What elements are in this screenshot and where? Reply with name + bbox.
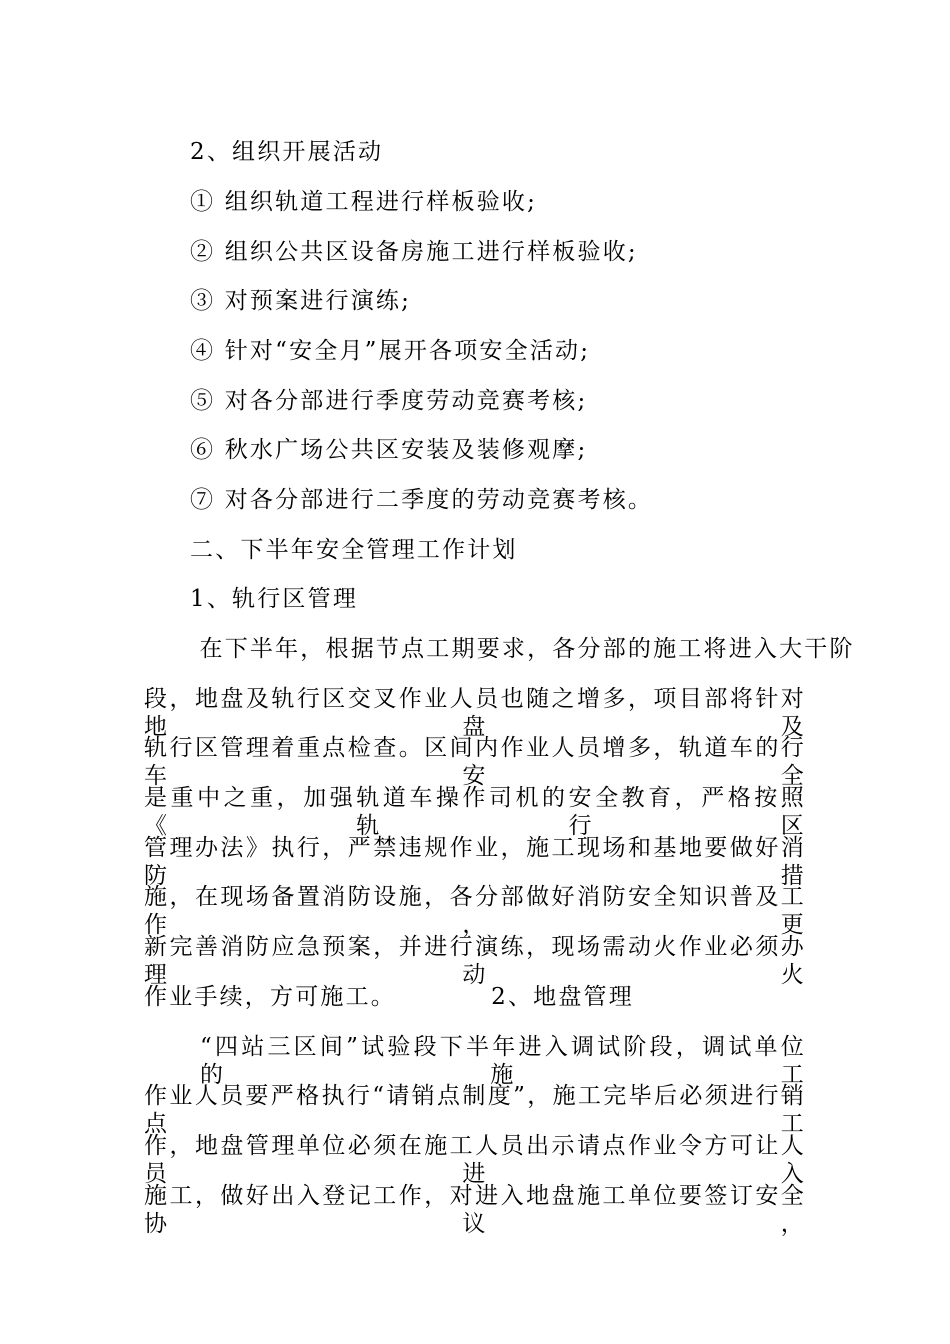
para1-line-1: 在下半年，根据节点工期要求，各分部的施工将进入大干阶	[190, 636, 855, 662]
activity-item-2: ② 组织公共区设备房施工进行样板验收;	[190, 239, 638, 265]
para2-line-1: “四站三区间”试验段下半年进入调试阶段，调试单位的施工	[200, 1034, 806, 1088]
para1-line-6: 施，在现场备置消防设施，各分部做好消防安全知识普及工作，更	[144, 884, 806, 938]
activity-item-6: ⑥ 秋水广场公共区安装及装修观摩;	[190, 437, 588, 463]
para2-line-2: 作业人员要严格执行“请销点制度”，施工完毕后必须进行销点工	[144, 1083, 806, 1137]
para1-line-7: 新完善消防应急预案，并进行演练，现场需动火作业必须办理动火	[144, 934, 806, 988]
activity-item-1: ① 组织轨道工程进行样板验收;	[190, 189, 538, 215]
activity-item-4: ④ 针对“安全月”展开各项安全活动;	[190, 338, 591, 364]
para1-line-2: 段，地盘及轨行区交叉作业人员也随之增多，项目部将针对地盘及	[144, 686, 806, 740]
activity-item-3: ③ 对预案进行演练;	[190, 288, 412, 314]
para1-line-8: 作业手续，方可施工。 2、地盘管理	[144, 984, 634, 1010]
section-two-heading: 二、下半年安全管理工作计划	[190, 537, 518, 563]
para2-line-4: 施工，做好出入登记工作，对进入地盘施工单位要签订安全协议，	[144, 1183, 806, 1237]
activity-item-7: ⑦ 对各分部进行二季度的劳动竞赛考核。	[190, 487, 654, 513]
para1-line-4: 是重中之重，加强轨道车操作司机的安全教育，严格按照《轨行区	[144, 785, 806, 839]
para1-line-3: 轨行区管理着重点检查。区间内作业人员增多，轨道车的行车安全	[144, 735, 806, 789]
activity-item-5: ⑤ 对各分部进行季度劳动竞赛考核;	[190, 388, 588, 414]
para1-line-5: 管理办法》执行，严禁违规作业，施工现场和基地要做好消防措	[144, 835, 806, 889]
heading-activities: 2、组织开展活动	[190, 139, 384, 165]
para2-line-3: 作，地盘管理单位必须在施工人员出示请点作业令方可让人员进入	[144, 1133, 806, 1187]
subheading-track-area: 1、轨行区管理	[190, 586, 359, 612]
